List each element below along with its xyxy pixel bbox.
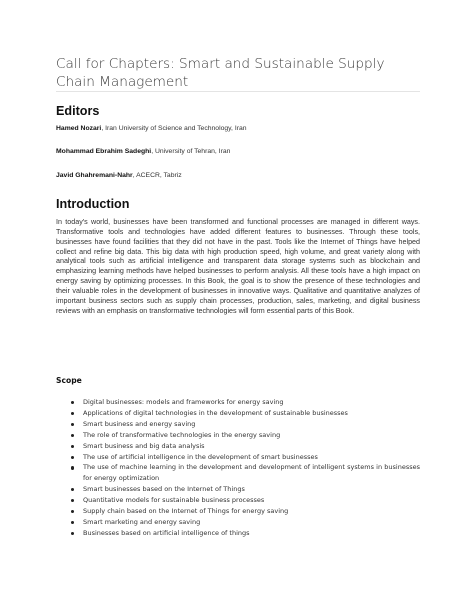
- editor-affiliation: , University of Tehran, Iran: [151, 148, 231, 155]
- scope-item: [56, 528, 420, 539]
- scope-item: [56, 517, 420, 528]
- bullet-icon: [71, 445, 74, 448]
- scope-item: [56, 495, 420, 506]
- editor-entry: [56, 172, 182, 179]
- scope-item-text: Smart business and energy saving: [83, 419, 196, 428]
- bullet-icon: [71, 466, 74, 469]
- bullet-icon: [71, 510, 74, 513]
- document-page: [56, 0, 420, 613]
- introduction-paragraph: In today's world, businesses have been transformed and functional processes are managed in different ways. Transformative tools and technologies have added different features to businesses. Through these tools, businesses have found facilities that they did not have in the past. Tools like the Internet of Things have helped collect and refine big data. This big data with high production speed, high volume, and great variety along with analytical tools such as artificial intelligence and transparent data storage systems such as blockchain and emphasizing learning methods have helped businesses to perform analysis. All these tools have a high impact on energy saving by optimizing processes. In this Book, the goal is to show the presence of these technologies and their valuable roles in the development of businesses in innovative ways. Qualitative and quantitative analyzes of important business sectors such as supply chain processes, production, sales, marketing, and digital business reviews with an emphasis on transformative technologies will form essential parts of this Book.: [56, 218, 420, 315]
- scope-item-text: Supply chain based on the Internet of Things for energy saving: [83, 507, 289, 516]
- scope-item: [56, 408, 420, 419]
- editor-affiliation: , Iran University of Science and Technology, Iran: [101, 125, 247, 132]
- scope-list: [56, 397, 420, 539]
- scope-item: [56, 484, 420, 495]
- scope-item-text: The use of artificial intelligence in the development of smart businesses: [83, 452, 318, 461]
- scope-item: [56, 430, 420, 441]
- editor-entry: [56, 125, 247, 132]
- scope-item: [56, 441, 420, 452]
- editor-name: Javid Ghahremani-Nahr: [56, 172, 133, 179]
- bullet-icon: [71, 499, 74, 502]
- bullet-icon: [71, 488, 74, 491]
- editor-affiliation: , ACECR, Tabriz: [132, 172, 182, 179]
- scope-item-text: The role of transformative technologies in the energy saving: [83, 430, 281, 439]
- introduction-heading: Introduction: [56, 197, 130, 211]
- editor-name: Mohammad Ebrahim Sadeghi: [56, 148, 152, 155]
- scope-item: [56, 419, 420, 430]
- scope-item-text: Smart business and big data analysis: [83, 441, 205, 450]
- scope-item: [56, 462, 420, 484]
- scope-heading: Scope: [56, 376, 82, 385]
- editor-name: Hamed Nozari: [56, 125, 102, 132]
- scope-item-text: Digital businesses: models and frameworks for energy saving: [83, 398, 284, 406]
- scope-item-text: Businesses based on artificial intelligence of things: [83, 528, 250, 537]
- scope-item-text: Smart marketing and energy saving: [83, 517, 201, 526]
- scope-item-text: The use of machine learning in the development and development of intelligent systems in businesses for energy optimization: [83, 463, 420, 483]
- bullet-icon: [71, 521, 74, 524]
- bullet-icon: [71, 456, 74, 459]
- scope-item: [56, 397, 420, 408]
- bullet-icon: [71, 423, 74, 426]
- scope-item-text: Smart businesses based on the Internet of Things: [83, 485, 245, 494]
- scope-item-text: Applications of digital technologies in the development of sustainable businesses: [83, 408, 348, 417]
- bullet-icon: [71, 532, 74, 535]
- editors-heading: Editors: [56, 104, 100, 118]
- document-title: Call for Chapters: Smart and Sustainable Supply Chain Management: [56, 56, 385, 90]
- scope-item-text: Quantitative models for sustainable business processes: [83, 496, 265, 505]
- title-divider: [56, 91, 420, 92]
- bullet-icon: [71, 434, 74, 437]
- bullet-icon: [71, 412, 74, 415]
- editor-entry: [56, 148, 230, 155]
- scope-item: [56, 506, 420, 517]
- scope-item: [56, 452, 420, 463]
- bullet-icon: [71, 401, 74, 404]
